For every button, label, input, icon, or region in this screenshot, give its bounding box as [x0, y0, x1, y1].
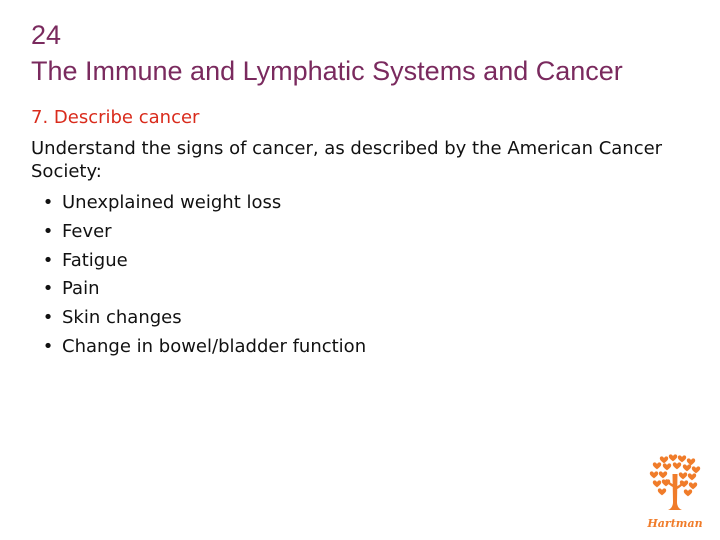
list-item-label: Unexplained weight loss — [62, 192, 282, 213]
intro-text: Understand the signs of cancer, as described by the American Cancer Society: — [31, 138, 663, 182]
list-item — [40, 304, 366, 333]
list-item-label: Fatigue — [62, 249, 128, 271]
learning-objective: 7. Describe cancer — [31, 107, 200, 128]
list-item-label: Pain — [62, 278, 100, 300]
cancer-signs-list — [40, 189, 366, 362]
list-item — [40, 218, 366, 247]
bullet-icon: • — [42, 220, 54, 242]
list-item — [40, 333, 366, 362]
list-item — [40, 275, 366, 304]
list-item — [40, 247, 366, 276]
bullet-icon: • — [42, 278, 54, 300]
logo-wordmark: Hartman — [647, 517, 703, 530]
heart-tree-logo-icon — [640, 452, 710, 532]
list-item-label: Skin changes — [62, 307, 182, 329]
bullet-icon: • — [42, 192, 54, 213]
chapter-number: 24 — [31, 20, 62, 50]
list-item-label: Change in bowel/bladder function — [62, 335, 367, 357]
slide-title: The Immune and Lymphatic Systems and Cancer — [31, 56, 623, 86]
bullet-icon: • — [42, 307, 54, 329]
bullet-icon: • — [42, 335, 54, 357]
hartman-logo — [640, 452, 710, 532]
list-item-label: Fever — [62, 220, 112, 242]
list-item — [40, 189, 366, 218]
bullet-icon: • — [42, 249, 54, 271]
